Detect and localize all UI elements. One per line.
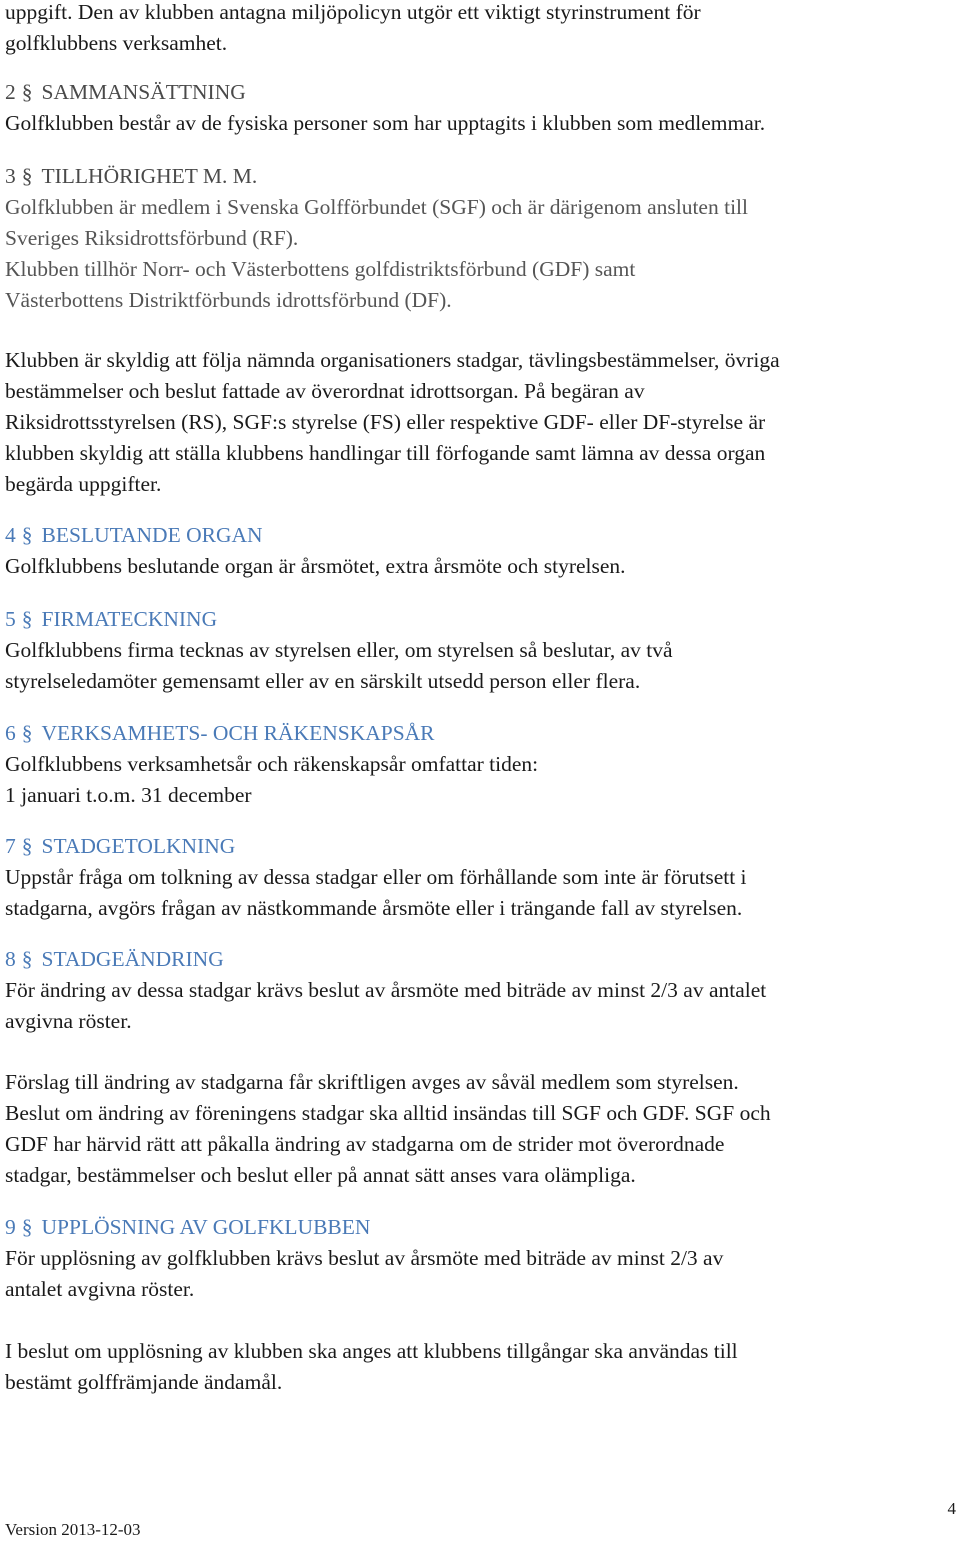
- section-heading: [5, 718, 538, 749]
- paragraph-symbol-icon: §: [21, 1215, 33, 1239]
- text-line: avgivna röster.: [5, 1009, 132, 1033]
- section-number: 9: [5, 1215, 16, 1239]
- text-line: styrelseledamöter gemensamt eller av en särskilt utsedd person eller flera.: [5, 669, 641, 693]
- section-heading: [5, 520, 626, 551]
- section-title: SAMMANSÄTTNING: [41, 80, 246, 104]
- text-line: golfklubbens verksamhet.: [5, 31, 228, 55]
- paragraph-symbol-icon: §: [21, 834, 33, 858]
- section-number: 8: [5, 947, 16, 971]
- section-number: 7: [5, 834, 16, 858]
- section-heading: [5, 77, 765, 108]
- section-number: 5: [5, 607, 16, 631]
- paragraph-symbol-icon: §: [21, 947, 33, 971]
- text-line: begärda uppgifter.: [5, 472, 162, 496]
- text-line: För upplösning av golfklubben krävs beslut av årsmöte med biträde av minst 2/3 av: [5, 1246, 724, 1270]
- text-line: Golfklubbens beslutande organ är årsmötet, extra årsmöte och styrelsen.: [5, 554, 626, 578]
- section-number: 3: [5, 164, 16, 188]
- paragraph-symbol-icon: §: [21, 164, 33, 188]
- section-heading: [5, 604, 673, 635]
- text-line: bestämmelser och beslut fattade av överordnat idrottsorgan. På begäran av: [5, 379, 645, 403]
- intro-paragraph: [5, 0, 701, 59]
- section-7: [5, 831, 747, 924]
- footer-version: Version 2013-12-03: [5, 1520, 141, 1539]
- text-line: Uppstår fråga om tolkning av dessa stadgar eller om förhållande som inte är förutsett i: [5, 865, 747, 889]
- text-line: Golfklubbens verksamhetsår och räkenskapsår omfattar tiden:: [5, 752, 539, 776]
- text-line: stadgar, bestämmelser och beslut eller på annat sätt anses vara olämpliga.: [5, 1163, 636, 1187]
- section-title: UPPLÖSNING AV GOLFKLUBBEN: [41, 1215, 371, 1239]
- text-line: Golfklubbens firma tecknas av styrelsen eller, om styrelsen så beslutar, av två: [5, 638, 673, 662]
- text-line: Golfklubben är medlem i Svenska Golfförbundet (SGF) och är därigenom ansluten till: [5, 195, 748, 219]
- text-line: Västerbottens Distriktförbunds idrottsförbund (DF).: [5, 288, 452, 312]
- text-line: Klubben är skyldig att följa nämnda organisationers stadgar, tävlingsbestämmelser, övriga: [5, 348, 780, 372]
- section-title: TILLHÖRIGHET M. M.: [41, 164, 258, 188]
- section-number: 6: [5, 721, 16, 745]
- text-line: 1 januari t.o.m. 31 december: [5, 783, 252, 807]
- section-title: STADGETOLKNING: [41, 834, 236, 858]
- text-line: I beslut om upplösning av klubben ska anges att klubbens tillgångar ska användas till: [5, 1339, 738, 1363]
- section-number: 2: [5, 80, 16, 104]
- text-line: uppgift. Den av klubben antagna miljöpolicyn utgör ett viktigt styrinstrument för: [5, 0, 701, 24]
- paragraph-symbol-icon: §: [21, 523, 33, 547]
- section-5: [5, 604, 673, 697]
- text-line: Riksidrottsstyrelsen (RS), SGF:s styrelse (FS) eller respektive GDF- eller DF-styrelse är: [5, 410, 766, 434]
- section-heading: [5, 944, 766, 975]
- text-line: För ändring av dessa stadgar krävs beslut av årsmöte med biträde av minst 2/3 av antalet: [5, 978, 767, 1002]
- text-line: GDF har härvid rätt att påkalla ändring av stadgarna om de strider mot överordnade: [5, 1132, 725, 1156]
- paragraph-symbol-icon: §: [21, 721, 33, 745]
- text-line: stadgarna, avgörs frågan av nästkommande årsmöte eller i trängande fall av styrelsen.: [5, 896, 743, 920]
- text-line: Sveriges Riksidrottsförbund (RF).: [5, 226, 299, 250]
- section-8-paragraph-2: [5, 1067, 771, 1191]
- section-title: STADGEÄNDRING: [41, 947, 224, 971]
- section-heading: [5, 831, 747, 862]
- section-number: 4: [5, 523, 16, 547]
- section-heading: [5, 1212, 723, 1243]
- paragraph-symbol-icon: §: [21, 80, 33, 104]
- paragraph-symbol-icon: §: [21, 607, 33, 631]
- section-title: FIRMATECKNING: [41, 607, 218, 631]
- section-4: [5, 520, 626, 582]
- text-line: antalet avgivna röster.: [5, 1277, 195, 1301]
- section-3-paragraph-2: [5, 345, 780, 500]
- section-2: [5, 77, 765, 139]
- text-line: Klubben tillhör Norr- och Västerbottens golfdistriktsförbund (GDF) samt: [5, 257, 636, 281]
- section-3: [5, 161, 748, 316]
- section-9: [5, 1212, 723, 1305]
- text-line: bestämt golffrämjande ändamål.: [5, 1370, 283, 1394]
- text-line: Golfklubben består av de fysiska personer som har upptagits i klubben som medlemmar.: [5, 111, 766, 135]
- page-number: 4: [947, 1499, 956, 1518]
- section-9-paragraph-2: [5, 1336, 738, 1398]
- section-title: BESLUTANDE ORGAN: [41, 523, 263, 547]
- text-line: Beslut om ändring av föreningens stadgar ska alltid insändas till SGF och GDF. SGF och: [5, 1101, 771, 1125]
- section-8: [5, 944, 766, 1037]
- text-line: Förslag till ändring av stadgarna får skriftligen avges av såväl medlem som styrelsen.: [5, 1070, 739, 1094]
- text-line: klubben skyldig att ställa klubbens handlingar till förfogande samt lämna av dessa organ: [5, 441, 766, 465]
- section-6: [5, 718, 538, 811]
- section-title: VERKSAMHETS- OCH RÄKENSKAPSÅR: [41, 721, 435, 745]
- section-heading: [5, 161, 748, 192]
